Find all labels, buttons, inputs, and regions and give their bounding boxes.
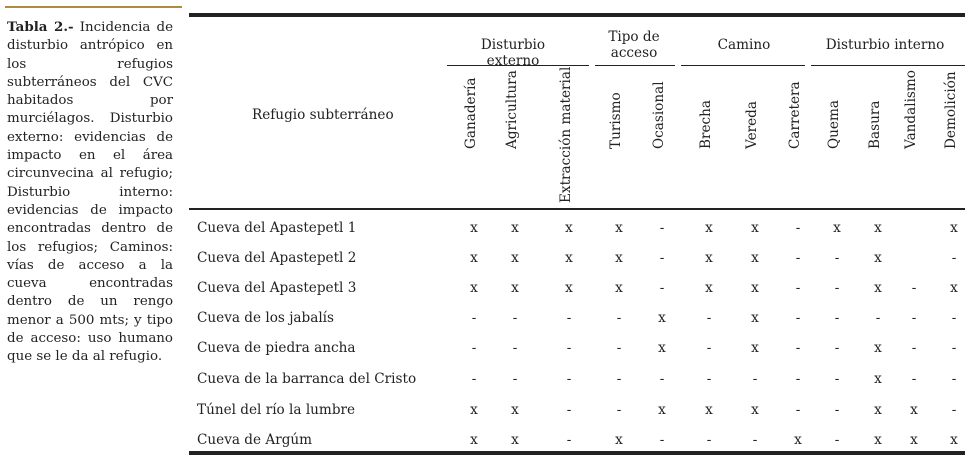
table-header-rule [189,208,965,210]
table-cell: - [616,371,622,387]
table-cell: - [834,432,840,448]
table-cell: - [512,371,518,387]
table-cell: - [659,250,665,266]
row-label: Cueva de la barranca del Cristo [197,371,417,387]
table-cell: x [874,220,882,236]
table-cell: x [874,402,882,418]
table-cell: - [471,310,477,326]
row-label: Cueva del Apastepetl 1 [197,220,357,236]
table-cell: x [615,250,623,266]
table-cell: x [874,371,882,387]
table-top-rule [189,13,965,17]
table-cell: - [659,280,665,296]
column-header: Brecha [698,99,714,149]
group-line-tipo-acceso [595,65,675,66]
table-cell: - [951,250,957,266]
column-header: Ocasional [651,81,667,149]
table-cell: x [910,432,918,448]
table-cell: - [795,310,801,326]
table-cell: - [911,371,917,387]
table-cell: - [834,250,840,266]
table-cell: x [470,402,478,418]
table-cell: x [833,220,841,236]
column-header: Demolición [943,71,959,149]
table-cell: - [834,371,840,387]
table-cell: - [951,340,957,356]
group-header-camino: Camino [717,37,771,53]
table-cell: x [658,402,666,418]
table-cell: x [751,310,759,326]
table-cell: x [751,280,759,296]
table-cell: x [751,340,759,356]
table-cell: - [795,250,801,266]
row-label: Cueva de piedra ancha [197,340,356,356]
data-table [189,13,965,456]
column-header: Turismo [608,92,624,149]
table-cell: - [566,310,572,326]
table-cell: - [616,310,622,326]
table-cell: - [795,280,801,296]
column-header: Vereda [744,101,760,149]
table-cell: - [834,280,840,296]
table-cell: x [565,280,573,296]
table-cell: - [911,280,917,296]
table-cell: x [874,250,882,266]
table-cell: x [751,220,759,236]
table-cell: x [658,340,666,356]
table-cell: x [511,280,519,296]
table-cell: - [566,432,572,448]
table-cell: x [658,310,666,326]
table-cell: - [471,371,477,387]
table-cell: x [950,432,958,448]
column-header: Agricultura [504,70,520,149]
table-cell: x [705,250,713,266]
caption-top-rule [5,6,182,8]
table-cell: - [512,340,518,356]
table-cell: x [950,220,958,236]
column-header: Carretera [787,81,803,149]
table-cell: x [874,340,882,356]
table-cell: x [910,402,918,418]
column-header: Quema [826,100,842,149]
caption-text: Incidencia de disturbio antrópico en los refugios subterráneos del CVC habitados por murciélagos. Disturbio externo: evidencias de impacto en el área circunvecina al refugio; Disturbio interno: evidencias de impacto encontradas dentro de los refugios; Caminos: vías de acceso a la cueva encontradas dentro de un rengo menor a 500 mts; y tipo de acceso: uso humano que se le da al refugio. [7,20,174,365]
table-cell: - [875,310,881,326]
table-cell: x [615,220,623,236]
table-cell: - [471,340,477,356]
table-cell: x [874,280,882,296]
table-cell: x [874,432,882,448]
table-cell: - [911,340,917,356]
table-cell: - [951,402,957,418]
table-cell: x [511,432,519,448]
table-cell: x [705,280,713,296]
table-cell: - [616,340,622,356]
table-cell: x [794,432,802,448]
table-cell: x [511,402,519,418]
table-cell: - [616,402,622,418]
table-cell: - [706,310,712,326]
table-cell: - [951,310,957,326]
table-cell: x [470,280,478,296]
table-cell: x [565,250,573,266]
row-label: Cueva de los jabalís [197,310,334,326]
table-cell: - [752,371,758,387]
table-cell: - [566,371,572,387]
table-cell: - [795,371,801,387]
table-caption [7,18,173,367]
table-cell: x [511,250,519,266]
column-header: Vandalismo [903,70,919,149]
row-label: Cueva del Apastepetl 3 [197,280,357,296]
table-cell: - [834,310,840,326]
column-header: Ganadería [463,77,479,149]
column-header: Extracción material [558,66,574,203]
table-cell: - [795,340,801,356]
table-cell: - [834,340,840,356]
group-header-disturbio-interno: Disturbio interno [825,37,945,53]
table-cell: - [951,371,957,387]
table-cell: - [795,220,801,236]
table-cell: x [470,220,478,236]
table-cell: - [659,220,665,236]
group-header-disturbio-externo: Disturbio externo [480,37,546,69]
table-cell: x [751,402,759,418]
table-cell: x [615,432,623,448]
table-cell: x [470,250,478,266]
group-header-tipo-acceso: Tipo de acceso [608,29,660,61]
table-cell: - [795,402,801,418]
row-label: Cueva de Argúm [197,432,313,448]
table-cell: - [659,371,665,387]
table-cell: x [511,220,519,236]
table-cell: - [706,340,712,356]
table-cell: x [950,280,958,296]
table-cell: - [706,432,712,448]
table-cell: x [615,280,623,296]
table-cell: - [566,340,572,356]
group-line-disturbio-interno [811,65,965,66]
row-label: Cueva del Apastepetl 2 [197,250,357,266]
row-header: Refugio subterráneo [252,107,394,123]
table-cell: - [752,432,758,448]
table-cell: - [706,371,712,387]
table-cell: x [565,220,573,236]
table-cell: x [470,432,478,448]
caption-label: Tabla 2.- [7,19,74,35]
table-cell: - [659,432,665,448]
table-cell: x [705,220,713,236]
table-cell: - [834,402,840,418]
table-cell: x [705,402,713,418]
row-label: Túnel del río la lumbre [197,402,356,418]
table-bottom-rule [189,451,965,455]
group-line-camino [681,65,805,66]
table-cell: - [911,310,917,326]
table-cell: x [751,250,759,266]
column-header: Basura [867,100,883,149]
table-cell: - [512,310,518,326]
table-cell: - [566,402,572,418]
